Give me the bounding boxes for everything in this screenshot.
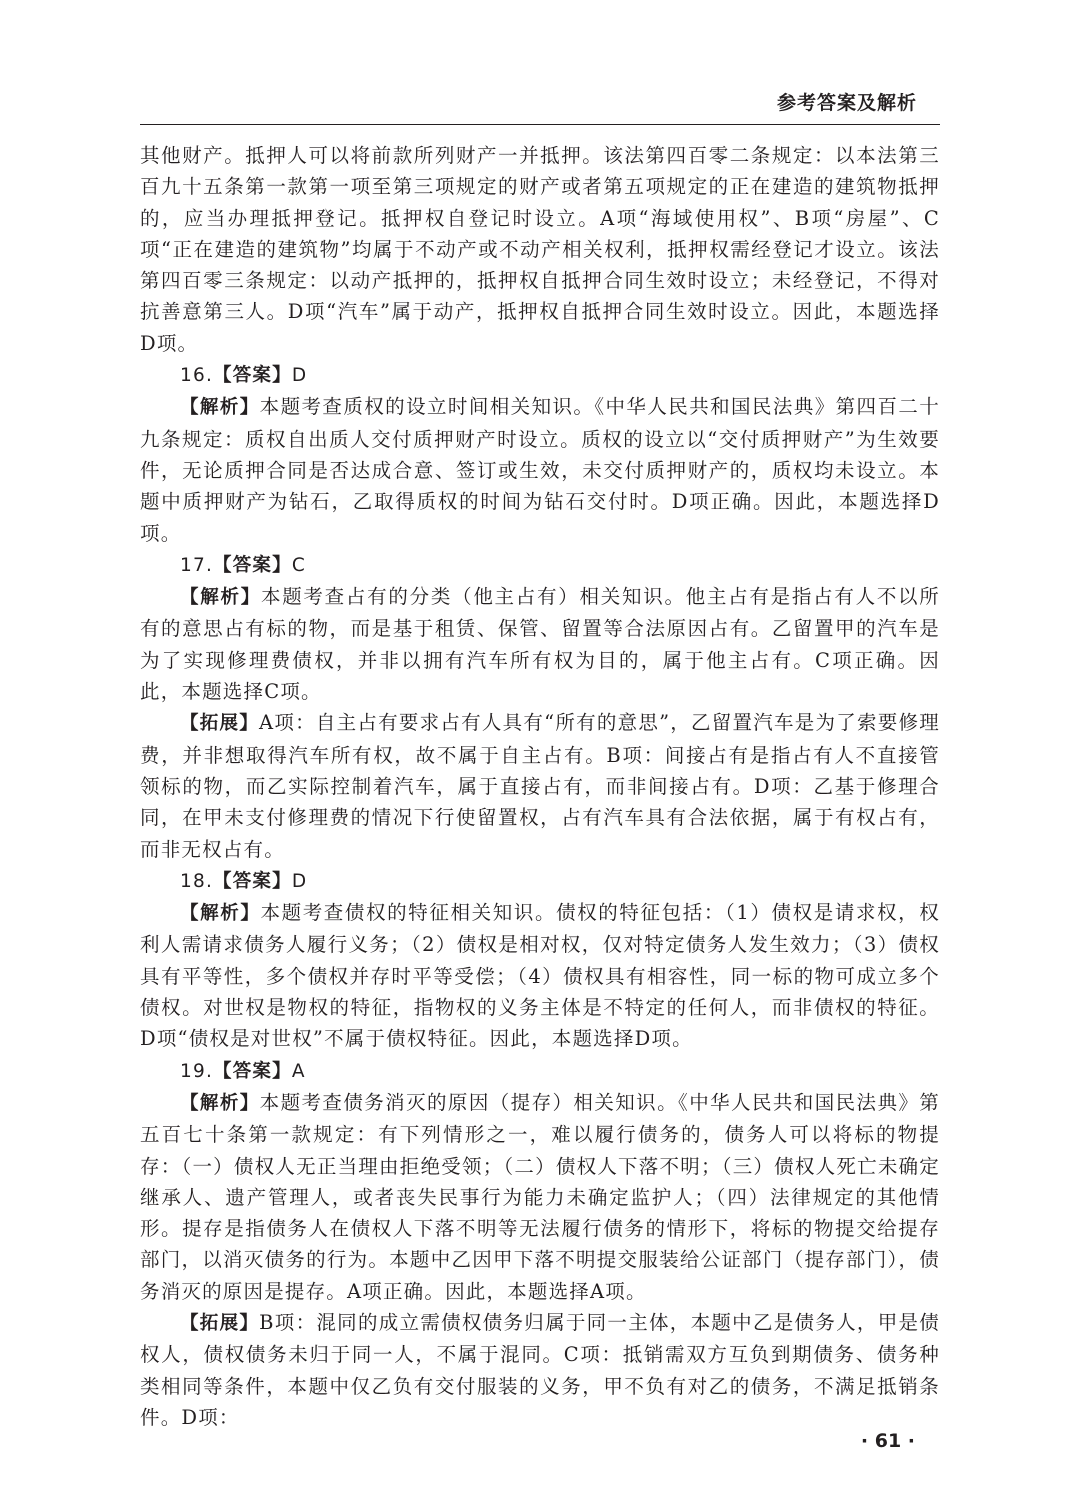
page-body bbox=[140, 140, 940, 1433]
answer-16 bbox=[140, 359, 940, 391]
answer-tag: 【答案】 bbox=[213, 554, 292, 576]
question-number: 16. bbox=[180, 365, 214, 387]
analysis-tag: 【解析】 bbox=[180, 397, 260, 419]
extension-17 bbox=[140, 707, 940, 864]
analysis-text: 本题考查占有的分类（他主占有）相关知识。他主占有是指占有人不以所有的意思占有标的物，而是基于租赁、保管、留置等合法原因占有。乙留置甲的汽车是为了实现修理费债权，并非以拥有汽车所有权为目的，属于他主占有。C项正确。因此，本题选择C项。 bbox=[140, 585, 940, 704]
analysis-17 bbox=[140, 581, 940, 707]
analysis-tag: 【解析】 bbox=[180, 1092, 260, 1114]
question-number: 18. bbox=[180, 870, 214, 892]
answer-letter: D bbox=[291, 365, 308, 387]
question-number: 17. bbox=[180, 554, 214, 576]
extension-text: A项：自主占有要求占有人具有“所有的意思”，乙留置汽车是为了索要修理费，并非想取得汽车所有权，故不属于自主占有。B项：间接占有是指占有人不直接管领标的物，而乙实际控制着汽车，属于直接占有，而非间接占有。D项：乙基于修理合同，在甲未支付修理费的情况下行使留置权，占有汽车具有合法依据，属于有权占有，而非无权占有。 bbox=[140, 711, 940, 861]
page-number: · 61 · bbox=[860, 1430, 915, 1452]
analysis-text: 本题考查债权的特征相关知识。债权的特征包括：（1）债权是请求权，权利人需请求债务人履行义务；（2）债权是相对权，仅对特定债务人发生效力；（3）债权具有平等性，多个债权并存时平等受偿；（4）债权具有相容性，同一标的物可成立多个债权。对世权是物权的特征，指物权的义务主体是不特定的任何人，而非债权的特征。D项“债权是对世权”不属于债权特征。因此，本题选择D项。 bbox=[140, 901, 940, 1051]
header-rule bbox=[140, 124, 940, 125]
answer-tag: 【答案】 bbox=[213, 365, 292, 387]
extension-tag: 【拓展】 bbox=[180, 1312, 260, 1334]
answer-letter: C bbox=[291, 554, 306, 576]
answer-letter: D bbox=[291, 870, 308, 892]
continuation-paragraph: 其他财产。抵押人可以将前款所列财产一并抵押。该法第四百零二条规定：以本法第三百九十五条第一款第一项至第三项规定的财产或者第五项规定的正在建造的建筑物抵押的，应当办理抵押登记。抵押权自登记时设立。A项“海域使用权”、B项“房屋”、C项“正在建造的建筑物”均属于不动产或不动产相关权利，抵押权需经登记才设立。该法第四百零三条规定：以动产抵押的，抵押权自抵押合同生效时设立；未经登记，不得对抗善意第三人。D项“汽车”属于动产，抵押权自抵押合同生效时设立。因此，本题选择D项。 bbox=[140, 144, 940, 355]
answer-17 bbox=[140, 549, 940, 581]
analysis-19 bbox=[140, 1087, 940, 1307]
answer-19 bbox=[140, 1055, 940, 1087]
analysis-text: 本题考查债务消灭的原因（提存）相关知识。《中华人民共和国民法典》第五百七十条第一款规定：有下列情形之一，难以履行债务的，债务人可以将标的物提存：（一）债权人无正当理由拒绝受领；（二）债权人下落不明；（三）债权人死亡未确定继承人、遗产管理人，或者丧失民事行为能力未确定监护人；（四）法律规定的其他情形。提存是指债务人在债权人下落不明等无法履行债务的情形下，将标的物提交给提存部门，以消灭债务的行为。本题中乙因甲下落不明提交服装给公证部门（提存部门），债务消灭的原因是提存。A项正确。因此，本题选择A项。 bbox=[140, 1090, 940, 1303]
analysis-18 bbox=[140, 897, 940, 1054]
question-number: 19. bbox=[180, 1060, 214, 1082]
answer-18 bbox=[140, 865, 940, 897]
analysis-text: 本题考查质权的设立时间相关知识。《中华人民共和国民法典》第四百二十九条规定：质权自出质人交付质押财产时设立。质权的设立以“交付质押财产”为生效要件，无论质押合同是否达成合意、签订或生效，未交付质押财产的，质权均未设立。本题中质押财产为钻石，乙取得质权的时间为钻石交付时。D项正确。因此，本题选择D项。 bbox=[140, 395, 940, 545]
extension-text: B项：混同的成立需债权债务归属于同一主体，本题中乙是债务人，甲是债权人，债权债务未归于同一人，不属于混同。C项：抵销需双方互负到期债务、债务种类相同等条件，本题中仅乙负有交付服装的义务，甲不负有对乙的债务，不满足抵销条件。D项： bbox=[140, 1310, 940, 1429]
analysis-16 bbox=[140, 391, 940, 548]
extension-tag: 【拓展】 bbox=[180, 713, 260, 735]
answer-tag: 【答案】 bbox=[213, 870, 292, 892]
extension-19 bbox=[140, 1307, 940, 1433]
answer-tag: 【答案】 bbox=[213, 1060, 292, 1082]
answer-letter: A bbox=[291, 1060, 306, 1082]
analysis-tag: 【解析】 bbox=[180, 903, 261, 925]
analysis-tag: 【解析】 bbox=[180, 587, 261, 609]
running-header-title: 参考答案及解析 bbox=[776, 92, 917, 114]
